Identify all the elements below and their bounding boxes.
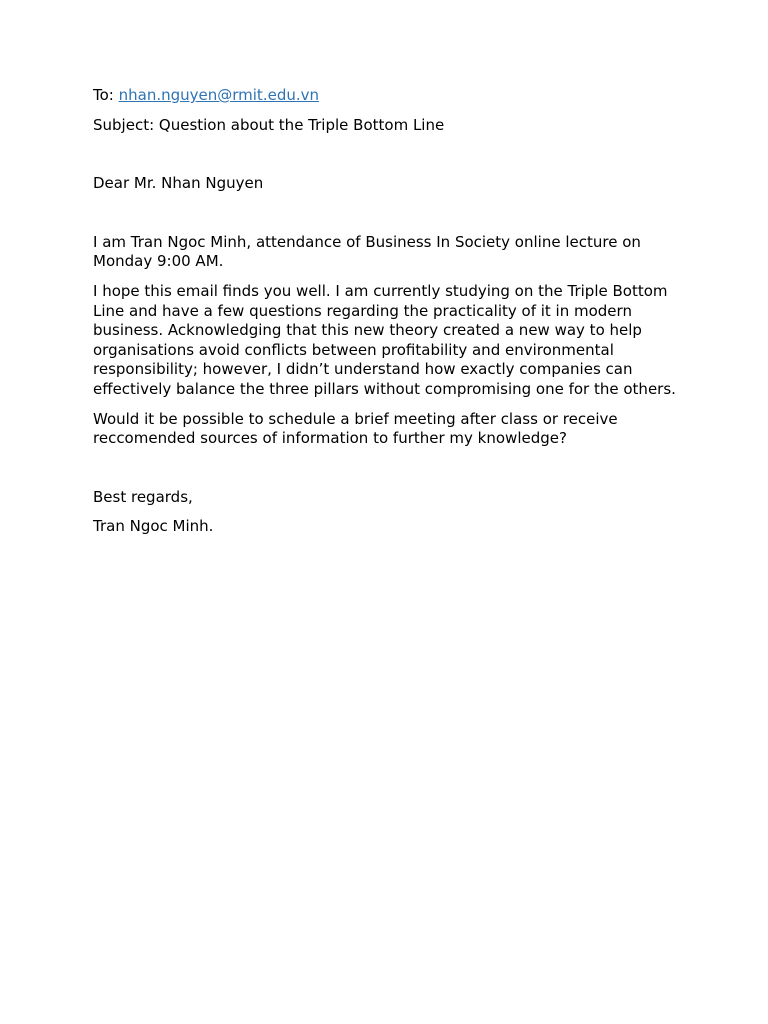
paragraph-question: I hope this email finds you well. I am currently studying on the Triple Bottom Line and have a few questions regarding the practicality of it in modern business. Acknowledging that this new theory created a new way to help organisations avoid conflicts between profitability and environmental responsibility; however, I didn’t understand how exactly companies can effectively balance the three pillars without compromising one for the others. — [93, 281, 676, 398]
greeting: Dear Mr. Nhan Nguyen — [93, 174, 264, 193]
subject-line: Subject: Question about the Triple Bottom Line — [93, 115, 445, 134]
paragraph-request: Would it be possible to schedule a brief meeting after class or receive reccomended sources of information to further my knowledge? — [93, 409, 623, 448]
signature: Tran Ngoc Minh. — [93, 517, 214, 536]
recipient-email-link[interactable]: nhan.nguyen@rmit.edu.vn — [118, 86, 319, 104]
to-line — [93, 86, 683, 106]
closing: Best regards, — [93, 487, 193, 506]
email-document — [93, 86, 683, 537]
paragraph-introduction: I am Tran Ngoc Minh, attendance of Business In Society online lecture on Monday 9:00 AM. — [93, 232, 646, 271]
to-label: To: — [93, 86, 119, 104]
